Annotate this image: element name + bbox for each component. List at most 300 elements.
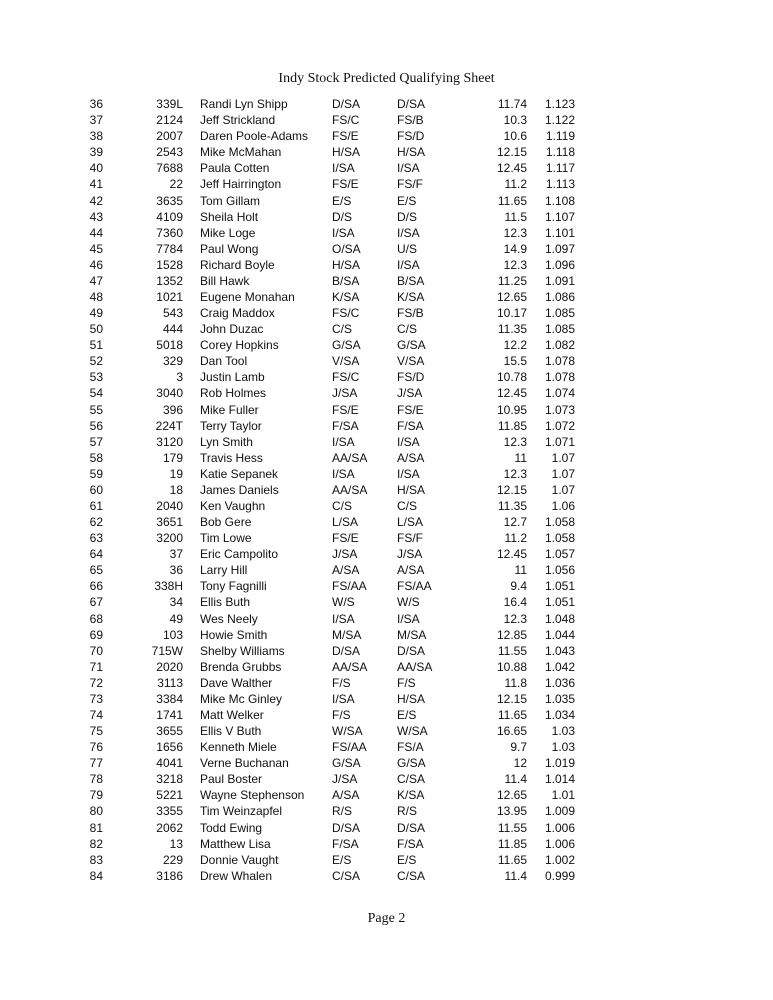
- table-row: [86, 659, 575, 675]
- index-cell: 1.006: [544, 836, 575, 851]
- driver-name-cell: Eric Campolito: [200, 547, 279, 562]
- index-cell: 1.07: [551, 482, 575, 497]
- index-cell: 1.014: [544, 772, 575, 787]
- driver-name-cell: Travis Hess: [200, 450, 263, 465]
- car-number-cell: 37: [169, 547, 183, 562]
- car-number-cell: 179: [162, 450, 183, 465]
- dial-time-cell: 12.45: [496, 161, 527, 176]
- position-cell: 81: [89, 820, 103, 835]
- driver-name-cell: Sheila Holt: [200, 209, 259, 224]
- dial-time-cell: 11.8: [504, 675, 527, 690]
- dial-time-cell: 12.3: [503, 225, 527, 240]
- index-cell: 1.108: [544, 193, 575, 208]
- driver-name-cell: Matthew Lisa: [200, 836, 271, 851]
- table-row: [86, 787, 575, 803]
- position-cell: 44: [89, 225, 103, 240]
- index-cell: 1.107: [544, 209, 575, 224]
- table-row: [86, 209, 575, 225]
- position-cell: 38: [89, 129, 103, 144]
- table-row: [86, 868, 575, 884]
- dial-time-cell: 11.55: [497, 643, 527, 658]
- index-cell: 1.057: [544, 547, 575, 562]
- table-row: [86, 852, 575, 868]
- table-row: [86, 466, 575, 482]
- dial-time-cell: 15.5: [503, 354, 527, 369]
- car-number-cell: 1528: [156, 257, 183, 272]
- table-row: [86, 337, 575, 353]
- car-number-cell: 3655: [156, 724, 183, 739]
- driver-name-cell: Bob Gere: [200, 515, 252, 530]
- car-number-cell: 5221: [156, 788, 183, 803]
- position-cell: 71: [89, 659, 103, 674]
- position-cell: 50: [89, 322, 103, 337]
- table-row: [86, 305, 575, 321]
- index-cell: 1.01: [551, 788, 575, 803]
- index-cell: 1.036: [544, 675, 575, 690]
- table-row: [86, 385, 575, 401]
- class-cell: I/SA: [332, 611, 355, 626]
- class-cell: I/SA: [332, 466, 355, 481]
- table-row: [86, 514, 575, 530]
- position-cell: 63: [89, 531, 103, 546]
- driver-name-cell: Paula Cotten: [200, 161, 270, 176]
- class-alt-cell: H/SA: [397, 691, 426, 706]
- class-alt-cell: U/S: [397, 241, 418, 256]
- dial-time-cell: 11.35: [497, 322, 527, 337]
- car-number-cell: 339L: [156, 97, 183, 112]
- car-number-cell: 229: [162, 852, 183, 867]
- class-cell: I/SA: [332, 691, 355, 706]
- position-cell: 65: [89, 563, 103, 578]
- table-row: [86, 594, 575, 610]
- dial-time-cell: 11.5: [504, 209, 527, 224]
- dial-time-cell: 11.4: [504, 772, 527, 787]
- index-cell: 1.002: [544, 852, 575, 867]
- table-row: [86, 192, 575, 208]
- class-alt-cell: D/S: [397, 209, 418, 224]
- driver-name-cell: Lyn Smith: [200, 434, 253, 449]
- class-cell: K/SA: [332, 289, 360, 304]
- car-number-cell: 3186: [156, 868, 183, 883]
- qualifying-table: [86, 96, 575, 884]
- table-row: [86, 369, 575, 385]
- dial-time-cell: 12.15: [496, 691, 527, 706]
- driver-name-cell: Daren Poole-Adams: [200, 129, 309, 144]
- qualifying-rows: [86, 96, 575, 884]
- car-number-cell: 7360: [156, 225, 183, 240]
- position-cell: 82: [89, 836, 103, 851]
- index-cell: 1.085: [544, 306, 575, 321]
- class-cell: I/SA: [332, 161, 355, 176]
- index-cell: 1.123: [544, 97, 575, 112]
- index-cell: 1.042: [544, 659, 575, 674]
- class-cell: FS/AA: [332, 579, 367, 594]
- car-number-cell: 3384: [156, 691, 183, 706]
- table-row: [86, 627, 575, 643]
- car-number-cell: 1741: [156, 708, 183, 722]
- position-cell: 56: [89, 418, 103, 433]
- position-cell: 61: [89, 498, 103, 513]
- car-number-cell: 103: [162, 627, 183, 642]
- car-number-cell: 338H: [154, 579, 183, 594]
- driver-name-cell: Ellis V Buth: [200, 724, 262, 739]
- car-number-cell: 2124: [156, 113, 183, 128]
- driver-name-cell: Richard Boyle: [200, 257, 275, 272]
- dial-time-cell: 12.3: [503, 257, 527, 272]
- car-number-cell: 3651: [156, 515, 183, 530]
- class-alt-cell: AA/SA: [397, 659, 433, 674]
- index-cell: 1.03: [551, 740, 575, 755]
- dial-time-cell: 12: [513, 756, 527, 771]
- class-cell: F/S: [332, 675, 351, 690]
- index-cell: 1.043: [544, 643, 575, 658]
- class-cell: I/SA: [332, 434, 355, 449]
- dial-time-cell: 12.3: [503, 434, 527, 449]
- car-number-cell: 22: [169, 177, 183, 192]
- dial-time-cell: 11.2: [504, 177, 527, 192]
- dial-time-cell: 16.65: [496, 724, 527, 739]
- driver-name-cell: Drew Whalen: [200, 868, 273, 883]
- position-cell: 79: [89, 788, 103, 803]
- dial-time-cell: 11.55: [497, 820, 527, 835]
- index-cell: 1.072: [544, 418, 575, 433]
- dial-time-cell: 11.25: [497, 273, 527, 288]
- position-cell: 69: [89, 627, 103, 642]
- class-alt-cell: W/SA: [397, 724, 428, 739]
- dial-time-cell: 12.2: [503, 338, 527, 353]
- class-alt-cell: FS/D: [397, 129, 425, 144]
- position-cell: 77: [89, 756, 103, 771]
- car-number-cell: 2543: [156, 145, 183, 160]
- car-number-cell: 396: [162, 402, 183, 417]
- position-cell: 54: [89, 386, 103, 401]
- table-row: [86, 176, 575, 192]
- position-cell: 42: [89, 193, 103, 208]
- dial-time-cell: 11.65: [497, 852, 527, 867]
- index-cell: 1.06: [551, 498, 575, 513]
- table-row: [86, 353, 575, 369]
- table-row: [86, 562, 575, 578]
- dial-time-cell: 11.65: [497, 708, 527, 722]
- index-cell: 1.058: [544, 515, 575, 530]
- index-cell: 1.056: [544, 563, 575, 578]
- class-alt-cell: E/S: [397, 852, 417, 867]
- dial-time-cell: 12.3: [503, 466, 527, 481]
- driver-name-cell: Larry Hill: [200, 563, 248, 578]
- page-title: Indy Stock Predicted Qualifying Sheet: [278, 71, 495, 86]
- class-alt-cell: E/S: [397, 708, 417, 722]
- dial-time-cell: 11.65: [497, 193, 527, 208]
- class-alt-cell: FS/B: [397, 306, 424, 321]
- position-cell: 78: [89, 772, 103, 787]
- class-cell: M/SA: [332, 627, 362, 642]
- dial-time-cell: 12.15: [496, 145, 527, 160]
- class-cell: AA/SA: [332, 450, 368, 465]
- index-cell: 1.113: [545, 177, 575, 192]
- car-number-cell: 444: [162, 322, 183, 337]
- driver-name-cell: Mike Fuller: [200, 402, 259, 417]
- position-cell: 53: [89, 370, 103, 385]
- position-cell: 64: [89, 547, 103, 562]
- position-cell: 59: [89, 466, 103, 481]
- class-cell: H/SA: [332, 145, 361, 160]
- driver-name-cell: Todd Ewing: [200, 820, 263, 835]
- car-number-cell: 3635: [156, 193, 183, 208]
- table-row: [86, 96, 575, 112]
- car-number-cell: 3218: [156, 772, 183, 787]
- dial-time-cell: 12.7: [503, 515, 527, 530]
- index-cell: 1.07: [551, 450, 575, 465]
- position-cell: 45: [89, 241, 103, 256]
- driver-name-cell: Rob Holmes: [200, 386, 267, 401]
- dial-time-cell: 9.7: [510, 740, 527, 755]
- car-number-cell: 36: [169, 563, 183, 578]
- class-alt-cell: F/SA: [397, 418, 424, 433]
- class-alt-cell: W/S: [397, 595, 420, 610]
- dial-time-cell: 10.78: [496, 370, 527, 385]
- car-number-cell: 4041: [156, 756, 183, 771]
- class-alt-cell: L/SA: [397, 515, 424, 530]
- car-number-cell: 3355: [156, 804, 183, 819]
- class-cell: J/SA: [332, 772, 358, 787]
- driver-name-cell: Paul Wong: [200, 241, 259, 256]
- position-cell: 46: [89, 257, 103, 272]
- class-alt-cell: I/SA: [397, 225, 420, 240]
- car-number-cell: 34: [169, 595, 183, 610]
- car-number-cell: 2040: [156, 498, 183, 513]
- index-cell: 1.048: [544, 611, 575, 626]
- class-cell: FS/E: [332, 531, 359, 546]
- class-alt-cell: F/S: [397, 675, 416, 690]
- driver-name-cell: Wayne Stephenson: [200, 788, 305, 803]
- class-alt-cell: I/SA: [397, 466, 420, 481]
- index-cell: 1.006: [544, 820, 575, 835]
- position-cell: 70: [89, 643, 103, 658]
- table-row: [86, 112, 575, 128]
- class-cell: F/S: [332, 708, 351, 722]
- table-row: [86, 578, 575, 594]
- driver-name-cell: Ken Vaughn: [200, 498, 266, 513]
- class-alt-cell: D/SA: [397, 643, 426, 658]
- driver-name-cell: Eugene Monahan: [200, 289, 295, 304]
- table-row: [86, 450, 575, 466]
- table-row: [86, 546, 575, 562]
- dial-time-cell: 12.45: [496, 386, 527, 401]
- table-row: [86, 611, 575, 627]
- dial-time-cell: 11.4: [504, 868, 527, 883]
- class-alt-cell: C/SA: [397, 772, 426, 787]
- table-row: [86, 273, 575, 289]
- index-cell: 1.078: [544, 370, 575, 385]
- class-alt-cell: FS/A: [397, 740, 424, 755]
- class-cell: AA/SA: [332, 659, 368, 674]
- index-cell: 1.117: [545, 161, 575, 176]
- driver-name-cell: Mike Loge: [200, 225, 256, 240]
- class-cell: A/SA: [332, 788, 360, 803]
- class-alt-cell: C/SA: [397, 868, 426, 883]
- table-row: [86, 498, 575, 514]
- index-cell: 1.086: [544, 289, 575, 304]
- dial-time-cell: 12.15: [496, 482, 527, 497]
- class-alt-cell: M/SA: [397, 627, 427, 642]
- car-number-cell: 49: [169, 611, 183, 626]
- driver-name-cell: Tim Lowe: [200, 531, 252, 546]
- dial-time-cell: 11: [514, 563, 527, 578]
- car-number-cell: 2020: [156, 659, 183, 674]
- car-number-cell: 2007: [156, 129, 183, 144]
- dial-time-cell: 11.35: [497, 498, 527, 513]
- class-alt-cell: V/SA: [397, 354, 425, 369]
- dial-time-cell: 10.6: [503, 129, 527, 144]
- driver-name-cell: Corey Hopkins: [200, 338, 279, 353]
- dial-time-cell: 9.4: [510, 579, 527, 594]
- dial-time-cell: 14.9: [503, 241, 527, 256]
- position-cell: 76: [89, 740, 103, 755]
- table-row: [86, 160, 575, 176]
- class-cell: R/S: [332, 804, 353, 819]
- class-alt-cell: K/SA: [397, 289, 425, 304]
- class-cell: L/SA: [332, 515, 359, 530]
- index-cell: 1.078: [544, 354, 575, 369]
- class-alt-cell: I/SA: [397, 161, 420, 176]
- driver-name-cell: Dan Tool: [200, 354, 248, 369]
- position-cell: 62: [89, 515, 103, 530]
- table-row: [86, 144, 575, 160]
- car-number-cell: 5018: [156, 338, 183, 353]
- class-alt-cell: H/SA: [397, 482, 426, 497]
- index-cell: 1.035: [544, 691, 575, 706]
- class-alt-cell: FS/F: [397, 531, 423, 546]
- position-cell: 43: [89, 209, 103, 224]
- position-cell: 58: [89, 450, 103, 465]
- driver-name-cell: Tony Fagnilli: [200, 579, 267, 594]
- class-cell: J/SA: [332, 547, 358, 562]
- class-cell: FS/C: [332, 113, 360, 128]
- driver-name-cell: Donnie Vaught: [200, 852, 279, 867]
- position-cell: 66: [89, 579, 103, 594]
- position-cell: 52: [89, 354, 103, 369]
- index-cell: 1.119: [545, 129, 575, 144]
- class-cell: E/S: [332, 852, 352, 867]
- index-cell: 1.085: [544, 322, 575, 337]
- table-row: [86, 675, 575, 691]
- class-alt-cell: J/SA: [397, 386, 423, 401]
- table-row: [86, 434, 575, 450]
- car-number-cell: 4109: [156, 209, 183, 224]
- position-cell: 84: [89, 868, 103, 883]
- class-cell: FS/C: [332, 306, 360, 321]
- index-cell: 1.074: [544, 386, 575, 401]
- class-cell: C/SA: [332, 868, 361, 883]
- class-cell: E/S: [332, 193, 352, 208]
- car-number-cell: 3: [176, 370, 183, 385]
- index-cell: 1.091: [544, 273, 575, 288]
- dial-time-cell: 12.45: [496, 547, 527, 562]
- table-row: [86, 836, 575, 852]
- position-cell: 60: [89, 482, 103, 497]
- driver-name-cell: Brenda Grubbs: [200, 659, 282, 674]
- class-alt-cell: I/SA: [397, 611, 420, 626]
- class-cell: AA/SA: [332, 482, 368, 497]
- car-number-cell: 2062: [156, 820, 183, 835]
- index-cell: 1.07: [551, 466, 575, 481]
- class-cell: D/S: [332, 209, 353, 224]
- class-alt-cell: C/S: [397, 322, 418, 337]
- position-cell: 40: [89, 161, 103, 176]
- class-cell: D/SA: [332, 643, 361, 658]
- dial-time-cell: 12.65: [496, 788, 527, 803]
- position-cell: 49: [89, 306, 103, 321]
- driver-name-cell: Katie Sepanek: [200, 466, 279, 481]
- class-alt-cell: FS/D: [397, 370, 425, 385]
- class-cell: FS/E: [332, 177, 359, 192]
- car-number-cell: 329: [162, 354, 183, 369]
- car-number-cell: 19: [169, 466, 183, 481]
- class-cell: G/SA: [332, 338, 361, 353]
- index-cell: 1.009: [544, 804, 575, 819]
- car-number-cell: 3113: [157, 675, 183, 690]
- table-row: [86, 321, 575, 337]
- class-alt-cell: H/SA: [397, 145, 426, 160]
- dial-time-cell: 11: [514, 450, 527, 465]
- driver-name-cell: Bill Hawk: [200, 273, 250, 288]
- driver-name-cell: Wes Neely: [200, 611, 258, 626]
- driver-name-cell: Justin Lamb: [200, 370, 265, 385]
- table-row: [86, 771, 575, 787]
- dial-time-cell: 10.17: [496, 306, 527, 321]
- driver-name-cell: Terry Taylor: [200, 418, 262, 433]
- table-row: [86, 691, 575, 707]
- class-alt-cell: I/SA: [397, 434, 420, 449]
- index-cell: 1.034: [544, 708, 575, 722]
- index-cell: 1.058: [544, 531, 575, 546]
- car-number-cell: 1656: [156, 740, 183, 755]
- class-alt-cell: I/SA: [397, 257, 420, 272]
- dial-time-cell: 12.65: [496, 289, 527, 304]
- table-row: [86, 482, 575, 498]
- index-cell: 1.071: [544, 434, 575, 449]
- class-cell: FS/E: [332, 129, 359, 144]
- table-row: [86, 241, 575, 257]
- table-row: [86, 820, 575, 836]
- dial-time-cell: 10.95: [496, 402, 527, 417]
- index-cell: 0.999: [544, 868, 575, 883]
- driver-name-cell: Dave Walther: [200, 675, 273, 690]
- driver-name-cell: James Daniels: [200, 482, 279, 497]
- class-alt-cell: FS/F: [397, 177, 423, 192]
- position-cell: 80: [89, 804, 103, 819]
- dial-time-cell: 13.95: [496, 804, 527, 819]
- position-cell: 41: [89, 177, 103, 192]
- class-alt-cell: D/SA: [397, 820, 426, 835]
- driver-name-cell: Matt Welker: [200, 708, 264, 722]
- index-cell: 1.122: [544, 113, 575, 128]
- position-cell: 39: [89, 145, 103, 160]
- class-alt-cell: A/SA: [397, 563, 425, 578]
- position-cell: 72: [89, 675, 103, 690]
- car-number-cell: 224T: [155, 418, 183, 433]
- index-cell: 1.097: [544, 241, 575, 256]
- position-cell: 73: [89, 691, 103, 706]
- index-cell: 1.082: [544, 338, 575, 353]
- car-number-cell: 7688: [156, 161, 183, 176]
- class-cell: F/SA: [332, 836, 359, 851]
- class-cell: B/SA: [332, 273, 360, 288]
- class-cell: G/SA: [332, 756, 361, 771]
- position-cell: 68: [89, 611, 103, 626]
- index-cell: 1.073: [544, 402, 575, 417]
- dial-time-cell: 16.4: [503, 595, 527, 610]
